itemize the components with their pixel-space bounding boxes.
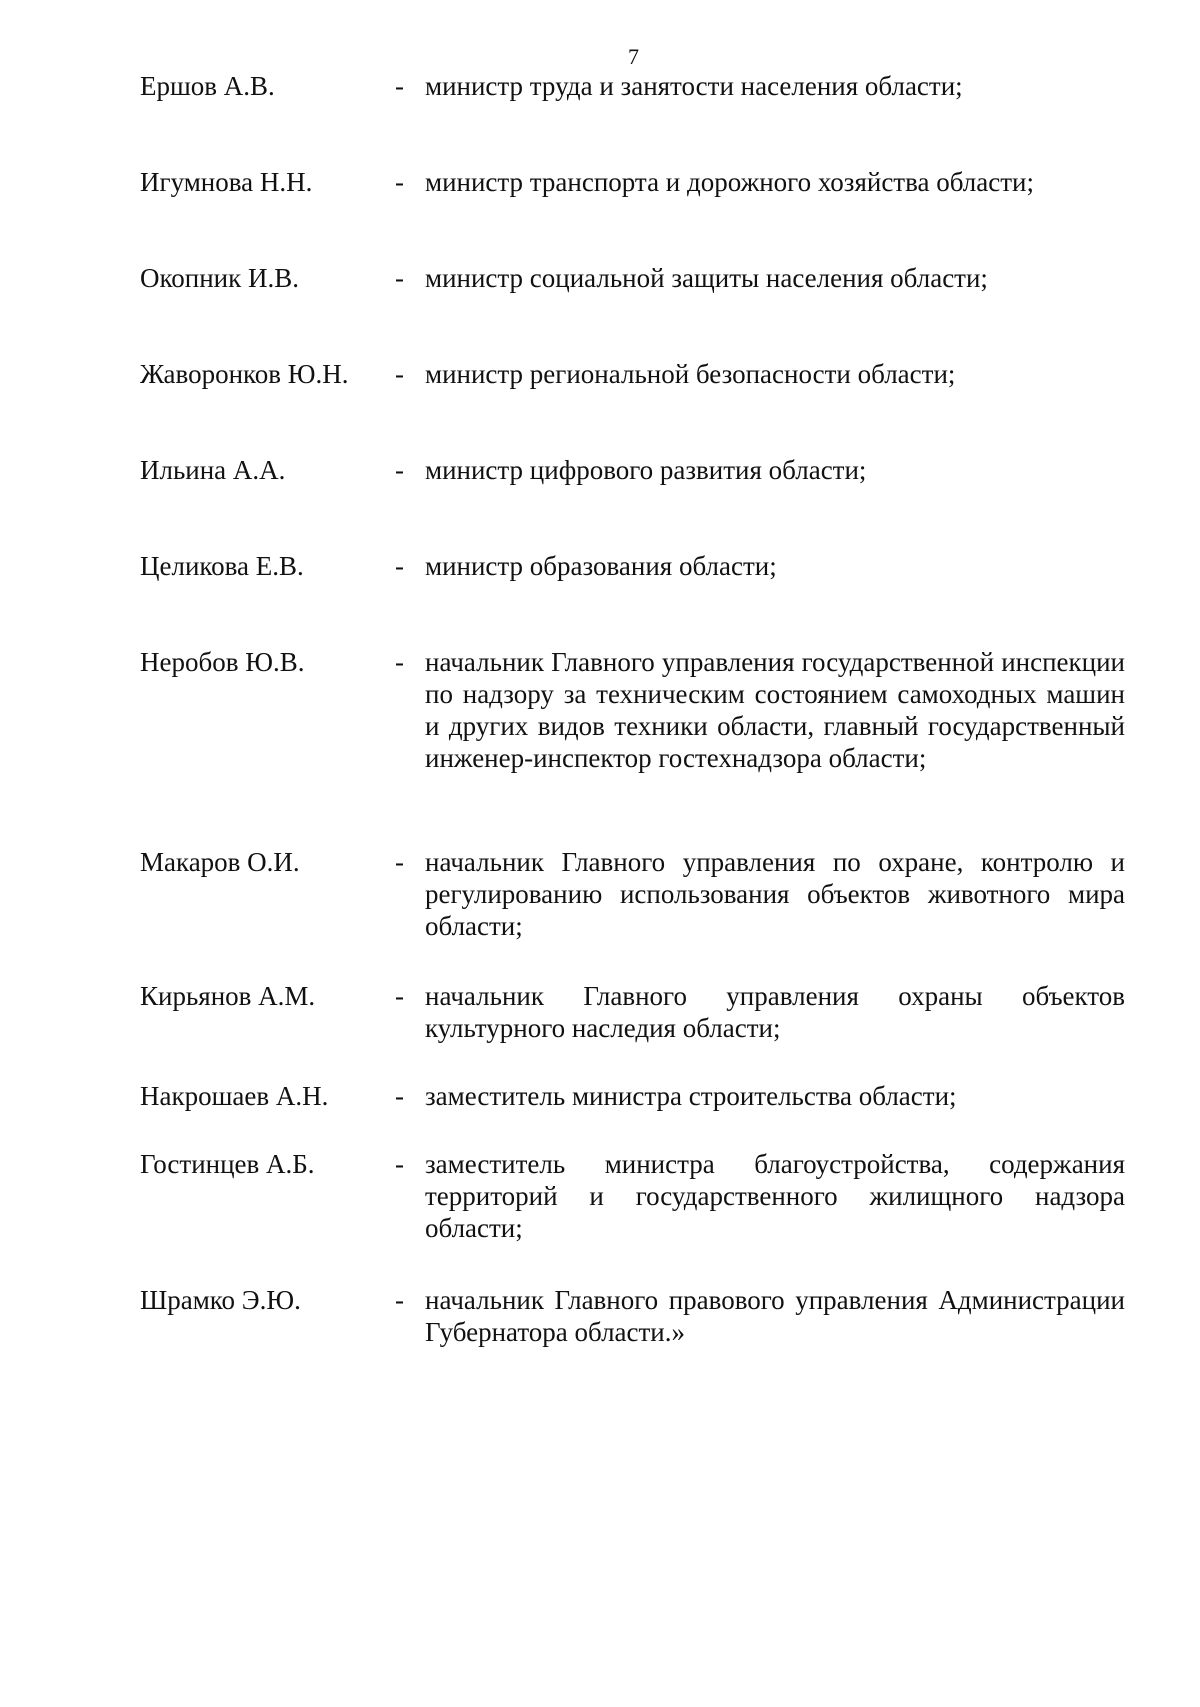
position-description: заместитель министра благоустройства, содержания территорий и государственного жилищного надзора области; [425,1149,1125,1243]
person-name: Шрамко Э.Ю. [140,1285,301,1315]
position-description: начальник Главного управления государственной инспекции по надзору за техническим состоянием самоходных машин и других видов техники области, главный государственный инженер-инспектор гостехнадзора области; [425,647,1125,773]
dash-separator: - [395,71,404,101]
dash-separator: - [395,981,404,1011]
person-name: Ершов А.В. [140,71,275,101]
person-name: Целикова Е.В. [140,551,304,581]
person-name: Неробов Ю.В. [140,647,305,677]
person-name: Гостинцев А.Б. [140,1149,315,1179]
dash-separator: - [395,167,404,197]
dash-separator: - [395,1285,404,1315]
position-description: начальник Главного управления по охране, контролю и регулированию использования объектов животного мира области; [425,847,1125,941]
page-number: 7 [628,44,639,69]
position-description: министр труда и занятости населения области; [425,71,963,101]
person-name: Окопник И.В. [140,263,299,293]
position-description: министр образования области; [425,551,777,581]
person-name: Макаров О.И. [140,847,300,877]
dash-separator: - [395,263,404,293]
position-description: министр региональной безопасности области; [425,359,956,389]
dash-separator: - [395,551,404,581]
person-name: Кирьянов А.М. [140,981,316,1011]
position-description: начальник Главного правового управления Администрации Губернатора области.» [425,1285,1125,1347]
dash-separator: - [395,359,404,389]
dash-separator: - [395,647,404,677]
dash-separator: - [395,1149,404,1179]
position-description: министр транспорта и дорожного хозяйства области; [425,167,1034,197]
person-name: Ильина А.А. [140,455,286,485]
position-description: начальник Главного управления охраны объектов культурного наследия области; [425,981,1125,1043]
dash-separator: - [395,1081,404,1111]
person-name: Накрошаев А.Н. [140,1081,329,1111]
person-name: Игумнова Н.Н. [140,167,313,197]
position-description: заместитель министра строительства области; [425,1081,957,1111]
position-description: министр социальной защиты населения области; [425,263,988,293]
position-description: министр цифрового развития области; [425,455,867,485]
person-name: Жаворонков Ю.Н. [140,359,349,389]
dash-separator: - [395,455,404,485]
dash-separator: - [395,847,404,877]
